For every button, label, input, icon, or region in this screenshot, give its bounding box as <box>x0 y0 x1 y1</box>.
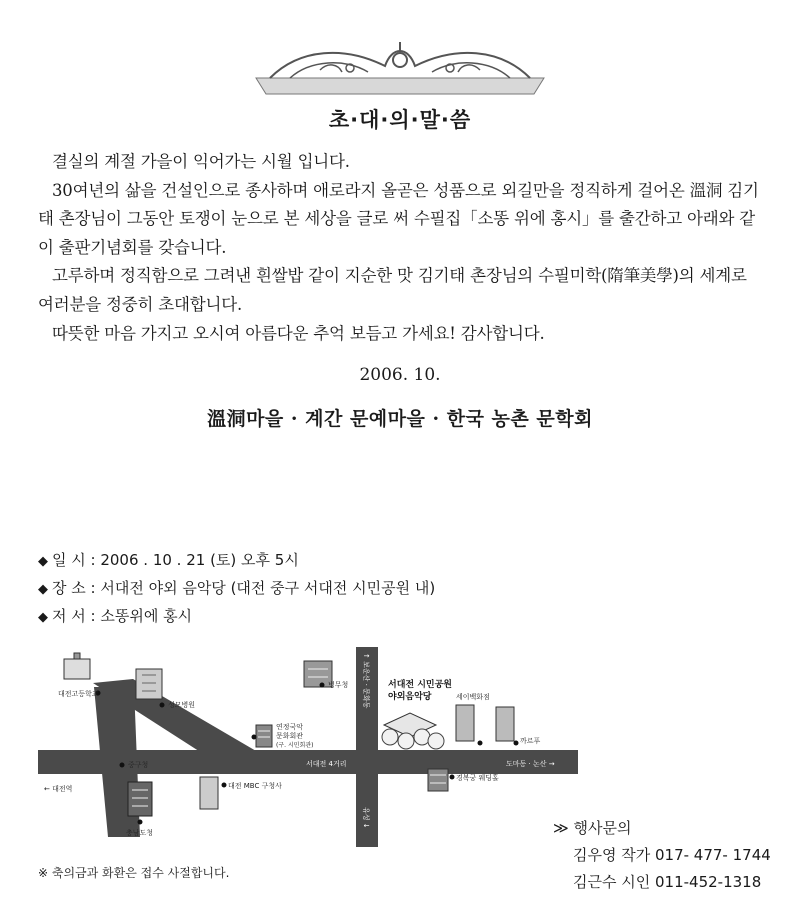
detail-value: 2006 . 10 . 21 (토) 오후 5시 <box>100 551 299 569</box>
park-icon <box>382 713 444 749</box>
detail-date: ◆ 일 시 : 2006 . 10 . 21 (토) 오후 5시 <box>38 551 299 569</box>
contact-header <box>553 815 771 842</box>
label-chungnam: 충남도청 <box>126 829 154 837</box>
mbc-building-icon <box>200 777 218 809</box>
label-office: 병무청 <box>328 681 349 689</box>
department-store-building-icon <box>456 705 514 741</box>
marker-dot <box>514 741 519 746</box>
concert-hall-building-icon <box>256 725 272 747</box>
detail-book: ◆ 저 서 : 소똥위에 홍시 <box>38 607 193 625</box>
label-apt1: 세이백화점 <box>456 693 490 701</box>
label-hospital: 성모병원 <box>168 701 196 709</box>
label-hall-line1: 연정국악 <box>276 723 304 731</box>
location-map <box>38 647 578 847</box>
body-paragraph-1: 결실의 계절 가을이 익어가는 시월 입니다. <box>52 152 350 171</box>
diamond-bullet-icon: ◆ <box>38 582 48 597</box>
label-school: 대전고등학교 <box>58 690 99 698</box>
label-park-line1: 서대전 시민공원 <box>388 680 452 690</box>
detail-venue: ◆ 장 소 : 서대전 야외 음악당 (대전 중구 서대전 시민공원 내) <box>38 579 436 597</box>
marker-dot <box>320 683 325 688</box>
body-paragraph-2: 30여년의 삶을 건설인으로 종사하며 애로라지 올곧은 성품으로 외길만을 정직하게 걸어온 溫洞 김기태 촌장님이 그동안 토쟁이 눈으로 본 세상을 글로 써 수필집「소똥 위에 홍시」를 출간하고 아래와 같이 출판기념회를 갖습니다. <box>38 180 759 257</box>
label-park-line2: 야외음악당 <box>388 692 432 702</box>
body-paragraph-4: 따뜻한 마음 가지고 오시여 아름다운 추억 보듬고 가세요! 감사합니다. <box>52 323 545 343</box>
label-hall-line3: (구. 시민회관) <box>276 742 314 749</box>
detail-label: 일 시 <box>52 551 86 569</box>
hospital-building-icon <box>136 669 162 699</box>
organizers: 溫洞마을 · 계간 문예마을 · 한국 농촌 문학회 <box>207 408 593 430</box>
marker-dot <box>478 741 483 746</box>
event-details <box>38 547 435 631</box>
provincial-office-building-icon <box>128 782 152 816</box>
ornament-header <box>250 38 550 100</box>
footnote: ※ 축의금과 화환은 접수 사절합니다. <box>38 866 230 880</box>
school-building-icon <box>64 653 90 679</box>
contact-info <box>553 815 771 896</box>
detail-label: 장 소 <box>52 579 86 597</box>
label-north-road: ↑ 보운산 · 문화동 <box>362 653 370 709</box>
detail-label: 저 서 <box>52 607 86 625</box>
diamond-bullet-icon: ◆ <box>38 610 48 625</box>
double-chevron-icon: ≫ <box>553 819 569 837</box>
marker-dot <box>222 783 227 788</box>
marker-dot <box>120 763 125 768</box>
marker-dot <box>160 703 165 708</box>
detail-value: 서대전 야외 음악당 (대전 중구 서대전 시민공원 내) <box>100 579 436 597</box>
body-paragraph-3: 고루하며 정직함으로 그려낸 흰쌀밥 같이 지순한 맛 김기태 촌장님의 수필미학(隋筆美學)의 세계로 여러분을 정중히 초대합니다. <box>38 266 747 314</box>
contact-line: 김우영 작가 017- 477- 1744 <box>573 846 771 864</box>
marker-dot <box>450 775 455 780</box>
diamond-bullet-icon: ◆ <box>38 554 48 569</box>
detail-value: 소똥위에 홍시 <box>100 607 193 625</box>
label-wedding: 경복궁 웨딩홀 <box>456 774 499 782</box>
label-intersection: 서대전 4거리 <box>306 760 347 768</box>
label-doma: 도마동 · 논산 → <box>506 760 555 768</box>
issue-date: 2006. 10. <box>359 365 441 385</box>
label-yuseong: 유성 ↓ <box>362 807 370 829</box>
label-hall-line2: 문화회관 <box>276 732 304 740</box>
marker-dot <box>252 735 257 740</box>
wedding-hall-building-icon <box>428 769 448 791</box>
invitation-title: 초·대·의·말·씀 <box>328 108 472 132</box>
marker-dot <box>138 820 143 825</box>
contact-header-label: 행사문의 <box>573 819 632 837</box>
label-daejeon-station: ← 대전역 <box>44 785 73 793</box>
label-apt2: 까르푸 <box>520 737 541 745</box>
contact-line: 김근수 시인 011-452-1318 <box>573 873 762 891</box>
invitation-body <box>38 148 760 348</box>
label-junggu: 중구청 <box>128 761 149 769</box>
label-mbc: 대전 MBC 구청사 <box>228 782 282 790</box>
